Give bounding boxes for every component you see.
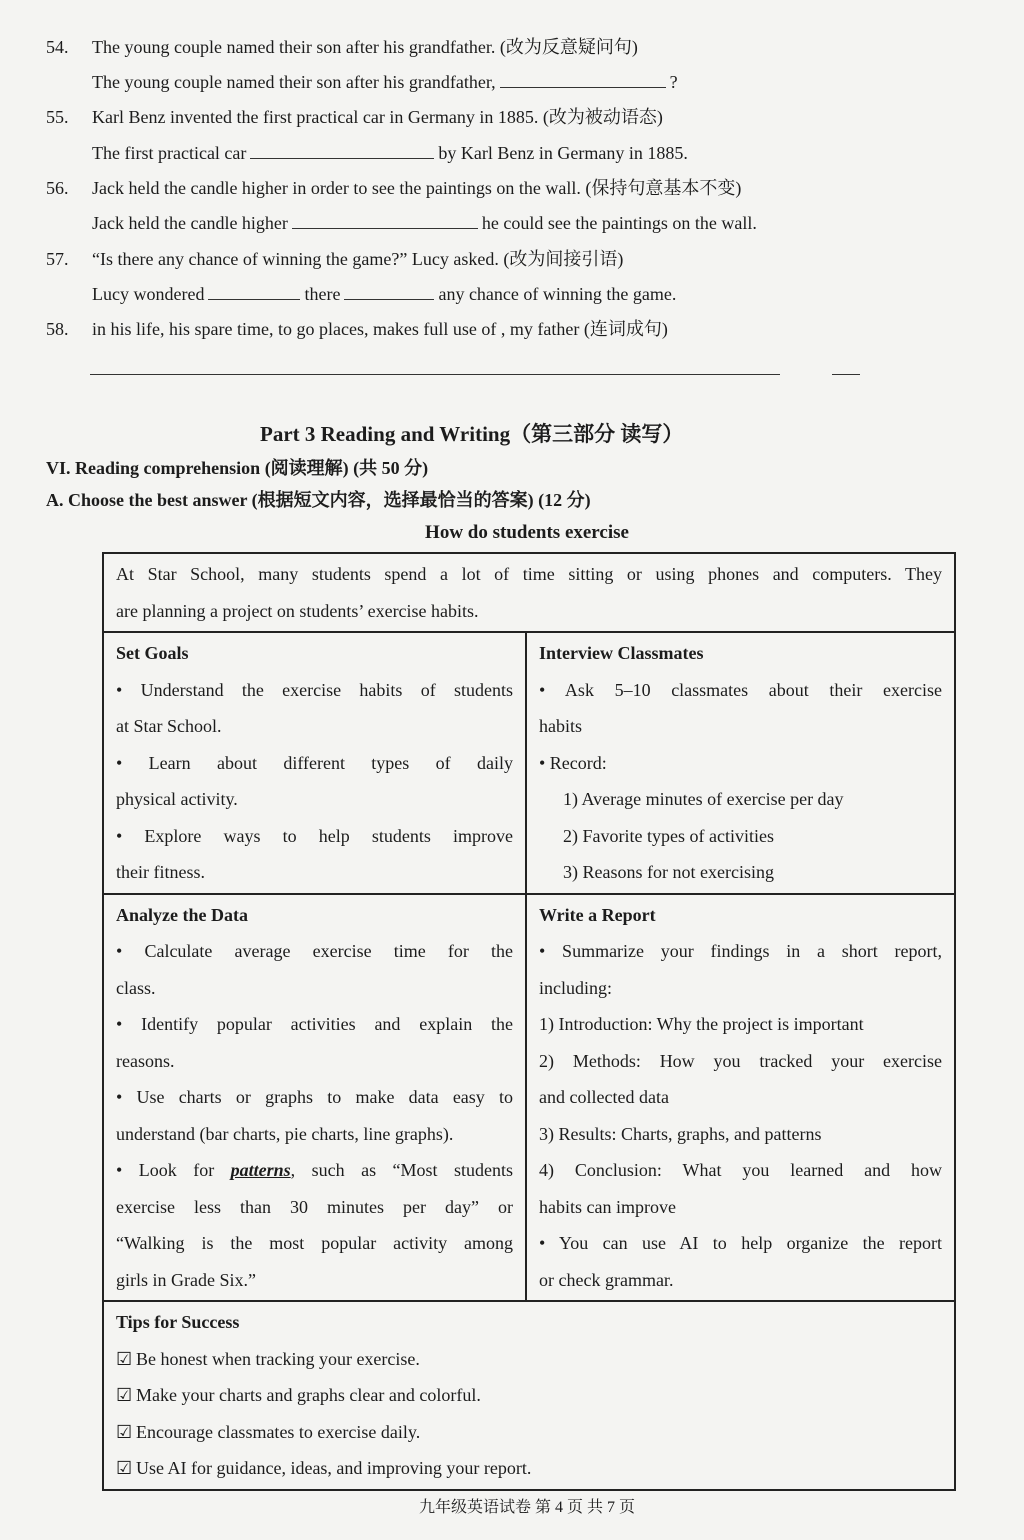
cell-text: class. bbox=[116, 977, 156, 998]
cell-text: 3) Results: Charts, graphs, and patterns bbox=[539, 1123, 822, 1144]
cell-text bbox=[116, 1152, 513, 1189]
checkbox-icon: ☑ bbox=[116, 1385, 133, 1405]
answer-line-56 bbox=[92, 212, 757, 234]
question-prompt: in his life, his spare time, to go places, makes full use of , my father (连词成句) bbox=[92, 319, 668, 339]
analyze-cell bbox=[104, 895, 527, 1301]
question-prompt: Karl Benz invented the first practical car in Germany in 1885. (改为被动语态) bbox=[92, 107, 663, 127]
passage-table bbox=[102, 552, 956, 1491]
cell-text: at Star School. bbox=[116, 716, 222, 736]
tip-text: Encourage classmates to exercise daily. bbox=[136, 1421, 421, 1442]
question-prompt: Jack held the candle higher in order to see the paintings on the wall. (保持句意基本不变) bbox=[92, 178, 742, 198]
tip-text: Make your charts and graphs clear and colorful. bbox=[136, 1385, 481, 1405]
intro-text: At Star School, many students spend a lot of time sitting or using phones and computers. They bbox=[116, 564, 942, 584]
cell-text: 4) Conclusion: What you learned and how bbox=[539, 1160, 942, 1180]
tip-text: Be honest when tracking your exercise. bbox=[136, 1348, 420, 1369]
question-55 bbox=[46, 106, 663, 128]
cell-text: habits bbox=[539, 716, 582, 736]
answer-line-55 bbox=[92, 142, 688, 164]
passage-title: How do students exercise bbox=[425, 522, 629, 543]
question-58 bbox=[46, 318, 668, 340]
cell-heading: Set Goals bbox=[116, 643, 189, 663]
cell-text: “Walking is the most popular activity among bbox=[116, 1233, 513, 1253]
checkbox-icon: ☑ bbox=[116, 1348, 133, 1369]
answer-suffix: by Karl Benz in Germany in 1885. bbox=[438, 143, 688, 163]
cell-text: • Understand the exercise habits of students bbox=[116, 679, 513, 700]
cell-text: 2) Methods: How you tracked your exercise bbox=[539, 1050, 942, 1071]
cell-text: • Record: bbox=[539, 752, 607, 773]
answer-mid: there bbox=[304, 284, 341, 304]
cell-text: exercise less than 30 minutes per day” or bbox=[116, 1196, 513, 1217]
answer-blank[interactable] bbox=[250, 143, 434, 159]
tips-row bbox=[104, 1300, 954, 1489]
checkbox-icon: ☑ bbox=[116, 1458, 133, 1478]
cell-text: 2) Favorite types of activities bbox=[563, 825, 774, 846]
cell-text: • You can use AI to help organize the report bbox=[539, 1233, 942, 1253]
subsection-title: A. Choose the best answer (根据短文内容，选择最恰当的答案) (12 分) bbox=[46, 490, 591, 510]
cell-text: • Identify popular activities and explain the bbox=[116, 1014, 513, 1034]
cell-text: • Explore ways to help students improve bbox=[116, 825, 513, 846]
cell-text: or check grammar. bbox=[539, 1269, 674, 1290]
cell-text: understand (bar charts, pie charts, line graphs). bbox=[116, 1123, 454, 1144]
cell-heading: Interview Classmates bbox=[539, 643, 704, 663]
cell-text: reasons. bbox=[116, 1050, 175, 1071]
question-number: 56. bbox=[46, 178, 69, 198]
question-56 bbox=[46, 177, 741, 199]
question-number: 55. bbox=[46, 107, 69, 127]
answer-blank[interactable] bbox=[292, 213, 478, 229]
cell-text: 1) Introduction: Why the project is important bbox=[539, 1014, 864, 1034]
answer-line-58[interactable] bbox=[90, 374, 780, 375]
cell-text: • Summarize your findings in a short report, bbox=[539, 941, 942, 961]
question-prompt: The young couple named their son after his grandfather. (改为反意疑问句) bbox=[92, 37, 638, 57]
answer-blank[interactable] bbox=[344, 284, 434, 300]
answer-prefix: Jack held the candle higher bbox=[92, 213, 288, 233]
answer-prefix: The young couple named their son after his grandfather, bbox=[92, 72, 496, 92]
cell-text: habits can improve bbox=[539, 1196, 676, 1217]
intro-text: are planning a project on students’ exercise habits. bbox=[116, 600, 479, 621]
tip-item bbox=[116, 1450, 942, 1487]
checkbox-icon: ☑ bbox=[116, 1421, 133, 1442]
cell-text: physical activity. bbox=[116, 789, 238, 809]
cell-text: 3) Reasons for not exercising bbox=[563, 862, 774, 882]
page-footer: 九年级英语试卷 第 4 页 共 7 页 bbox=[418, 1499, 635, 1516]
answer-prefix: The first practical car bbox=[92, 143, 247, 163]
answer-line-57 bbox=[92, 283, 676, 305]
answer-suffix: ? bbox=[669, 72, 678, 92]
answer-line-58-end bbox=[832, 374, 860, 375]
tip-item bbox=[116, 1341, 942, 1378]
cell-text: • Calculate average exercise time for the bbox=[116, 941, 513, 961]
cell-text: • Use charts or graphs to make data easy to bbox=[116, 1087, 513, 1107]
question-57 bbox=[46, 248, 623, 270]
intro-row bbox=[104, 554, 954, 631]
cell-text: and collected data bbox=[539, 1087, 669, 1107]
cell-text-part: • Look for bbox=[116, 1160, 231, 1180]
interview-cell bbox=[527, 633, 954, 893]
question-number: 57. bbox=[46, 249, 69, 269]
cell-text-part: , such as “Most students bbox=[290, 1160, 513, 1180]
cell-heading: Analyze the Data bbox=[116, 904, 248, 925]
part-title: Part 3 Reading and Writing（第三部分 读写） bbox=[260, 422, 684, 446]
answer-suffix: he could see the paintings on the wall. bbox=[481, 213, 757, 233]
tip-item bbox=[116, 1414, 942, 1451]
answer-suffix: any chance of winning the game. bbox=[438, 284, 677, 304]
question-54 bbox=[46, 36, 638, 58]
cell-text: • Learn about different types of daily bbox=[116, 752, 513, 773]
emphasized-word: patterns bbox=[230, 1160, 291, 1180]
tips-cell bbox=[104, 1302, 954, 1489]
cell-text: • Ask 5–10 classmates about their exercise bbox=[539, 679, 942, 700]
set-goals-cell bbox=[104, 633, 527, 893]
cell-text: 1) Average minutes of exercise per day bbox=[563, 789, 844, 809]
intro-cell bbox=[104, 554, 954, 631]
question-number: 58. bbox=[46, 319, 69, 339]
tip-item bbox=[116, 1377, 942, 1414]
answer-blank[interactable] bbox=[208, 284, 300, 300]
answer-line-54 bbox=[92, 71, 678, 93]
question-prompt: “Is there any chance of winning the game?” Lucy asked. (改为间接引语) bbox=[92, 249, 624, 269]
goals-interview-row bbox=[104, 631, 954, 893]
cell-heading: Write a Report bbox=[539, 904, 656, 925]
tip-text: Use AI for guidance, ideas, and improving your report. bbox=[136, 1458, 532, 1478]
answer-prefix: Lucy wondered bbox=[92, 284, 205, 304]
cell-text: their fitness. bbox=[116, 862, 205, 882]
analyze-report-row bbox=[104, 893, 954, 1301]
section-title: VI. Reading comprehension (阅读理解) (共 50 分) bbox=[46, 458, 429, 478]
question-number: 54. bbox=[46, 37, 69, 57]
cell-text: including: bbox=[539, 977, 612, 998]
cell-heading: Tips for Success bbox=[116, 1312, 240, 1332]
report-cell bbox=[527, 895, 954, 1301]
answer-blank[interactable] bbox=[500, 72, 666, 88]
cell-text: girls in Grade Six.” bbox=[116, 1269, 256, 1290]
